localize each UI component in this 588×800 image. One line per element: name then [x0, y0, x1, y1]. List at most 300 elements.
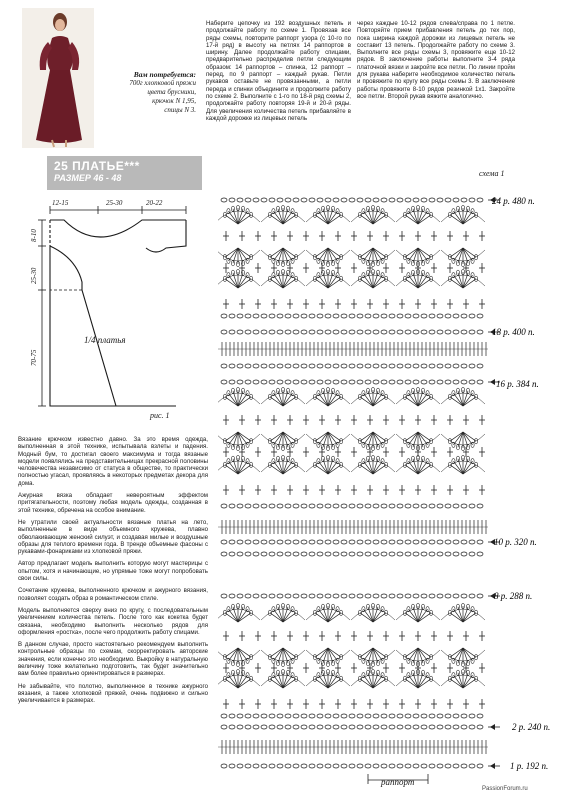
scheme-stitch: [286, 261, 289, 266]
scheme-stitch: [429, 714, 435, 718]
scheme-stitch: [445, 198, 451, 202]
scheme-stitch: [389, 198, 395, 202]
scheme-stitch: [463, 465, 476, 474]
scheme-stitch: [276, 261, 279, 266]
scheme-stitch: [365, 764, 371, 768]
scheme-stitch: [469, 714, 475, 718]
scheme-stitch: [231, 388, 234, 393]
scheme-stitch: [261, 314, 267, 318]
scheme-stitch: [397, 330, 403, 334]
scheme-stitch: [269, 314, 275, 318]
scheme-stitch: [277, 504, 283, 508]
scheme-stitch: [418, 248, 431, 257]
scheme-stitch: [277, 725, 283, 729]
scheme-stitch: [221, 540, 227, 544]
scheme-stitch: [301, 330, 307, 334]
scheme-stitch: [429, 314, 435, 318]
scheme-stitch: [229, 594, 235, 598]
scheme-stitch: [389, 504, 395, 508]
scheme-stitch: [437, 380, 443, 384]
scheme-stitch: [229, 380, 235, 384]
scheme-stitch: [418, 648, 431, 657]
scheme-stitch: [238, 679, 251, 688]
scheme-stitch: [413, 330, 419, 334]
scheme-stitch: [283, 648, 296, 657]
scheme-stitch: [276, 456, 279, 461]
scheme-stitch: [286, 445, 289, 450]
scheme-stitch: [245, 504, 251, 508]
scheme-stitch: [450, 432, 463, 441]
scheme-stitch: [321, 206, 324, 211]
scheme-stitch: [461, 714, 467, 718]
scheme-stitch: [225, 465, 238, 474]
scheme-stitch: [418, 432, 431, 441]
scheme-stitch: [461, 380, 467, 384]
scheme-stitch: [411, 270, 414, 275]
scheme-stitch: [397, 764, 403, 768]
scheme-stitch: [453, 594, 459, 598]
scheme-stitch: [315, 215, 328, 224]
scheme-stitch: [328, 279, 341, 288]
scheme-stitch: [325, 364, 331, 368]
scheme-stitch: [270, 613, 283, 622]
scheme-stitch: [269, 330, 275, 334]
scheme-stitch: [469, 330, 475, 334]
scheme-stitch: [405, 198, 411, 202]
scheme-stitch: [373, 679, 386, 688]
scheme-stitch: [237, 198, 243, 202]
scheme-stitch: [293, 364, 299, 368]
scheme-stitch: [405, 613, 418, 622]
scheme-stitch: [221, 364, 227, 368]
scheme-stitch: [349, 330, 355, 334]
scheme-stitch: [389, 314, 395, 318]
article-paragraph: Модель выполняется сверху вниз по кругу, с последовательным увеличением количества петель. После того как кокетка будет связана, необходимо выполнить несколько рядов для оформления «ростка», после чего продолжить работу спицами.: [18, 606, 208, 636]
scheme-stitch: [286, 270, 289, 275]
scheme-stitch: [245, 594, 251, 598]
scheme-stitch: [325, 504, 331, 508]
scheme-stitch: [373, 552, 379, 556]
scheme-stitch: [389, 764, 395, 768]
scheme-stitch: [405, 215, 418, 224]
scheme-stitch: [261, 198, 267, 202]
scheme-stitch: [349, 504, 355, 508]
scheme-stitch: [461, 330, 467, 334]
scheme-stitch: [429, 764, 435, 768]
scheme-stitch: [461, 594, 467, 598]
scheme-stitch: [317, 314, 323, 318]
scheme-stitch: [357, 364, 363, 368]
scheme-stitch: [301, 504, 307, 508]
scheme-stitch: [421, 364, 427, 368]
scheme-stitch: [360, 648, 373, 657]
scheme-stitch: [365, 725, 371, 729]
scheme-stitch: [461, 764, 467, 768]
scheme-stitch: [437, 504, 443, 508]
scheme-stitch: [373, 380, 379, 384]
scheme-stitch: [477, 714, 483, 718]
scheme-stitch: [293, 380, 299, 384]
scheme-stitch: [357, 594, 363, 598]
scheme-stitch: [238, 397, 251, 406]
scheme-stitch: [293, 540, 299, 544]
scheme-stitch: [253, 594, 259, 598]
scheme-stitch: [429, 594, 435, 598]
scheme-stitch: [381, 380, 387, 384]
scheme-stitch: [237, 314, 243, 318]
scheme-stitch: [293, 725, 299, 729]
scheme-stitch: [405, 330, 411, 334]
scheme-stitch: [357, 764, 363, 768]
scheme-stitch: [405, 764, 411, 768]
scheme-stitch: [373, 364, 379, 368]
scheme-stitch: [270, 432, 283, 441]
scheme-stitch: [269, 198, 275, 202]
scheme-stitch: [413, 714, 419, 718]
scheme-stitch: [405, 725, 411, 729]
scheme-stitch: [333, 198, 339, 202]
scheme-stitch: [450, 397, 463, 406]
scheme-stitch: [450, 215, 463, 224]
scheme-stitch: [341, 714, 347, 718]
scheme-stitch: [413, 552, 419, 556]
scheme-title: схема 1: [479, 169, 505, 178]
scheme-stitch: [405, 432, 418, 441]
scheme-stitch: [397, 594, 403, 598]
scheme-stitch: [238, 465, 251, 474]
scheme-stitch: [397, 504, 403, 508]
scheme-stitch: [456, 261, 459, 266]
scheme-stitch: [437, 364, 443, 368]
scheme-stitch: [325, 330, 331, 334]
scheme-stitch: [381, 504, 387, 508]
scheme-stitch: [418, 679, 431, 688]
scheme-stitch: [221, 764, 227, 768]
scheme-stitch: [463, 648, 476, 657]
scheme-stitch: [456, 206, 459, 211]
scheme-stitch: [283, 465, 296, 474]
scheme-stitch: [317, 764, 323, 768]
row-label-10: 10 р. 320 п.: [494, 537, 537, 547]
scheme-stitch: [405, 314, 411, 318]
scheme-stitch: [317, 380, 323, 384]
scheme-stitch: [241, 388, 244, 393]
scheme-stitch: [453, 714, 459, 718]
scheme-stitch: [405, 504, 411, 508]
scheme-stitch: [237, 540, 243, 544]
scheme-stitch: [349, 364, 355, 368]
pattern-drawing: [16, 196, 204, 426]
scheme-stitch: [373, 248, 386, 257]
scheme-stitch: [421, 314, 427, 318]
scheme-stitch: [429, 330, 435, 334]
scheme-stitch: [293, 764, 299, 768]
scheme-stitch: [381, 314, 387, 318]
scheme-stitch: [397, 198, 403, 202]
scheme-stitch: [293, 314, 299, 318]
scheme-stitch: [421, 206, 424, 211]
scheme-stitch: [317, 714, 323, 718]
scheme-stitch: [221, 725, 227, 729]
scheme-stitch: [418, 215, 431, 224]
article-paragraph: Ажурная вязка обладает невероятным эффектом притягательности, поэтому любая модель одежды, созданная в этой технике, обречена на особое внимание.: [18, 492, 208, 514]
scheme-stitch: [253, 380, 259, 384]
scheme-stitch: [315, 279, 328, 288]
scheme-stitch: [360, 432, 373, 441]
scheme-stitch: [245, 725, 251, 729]
scheme-stitch: [229, 552, 235, 556]
scheme-stitch: [413, 540, 419, 544]
scheme-stitch: [376, 206, 379, 211]
scheme-stitch: [445, 504, 451, 508]
scheme-stitch: [293, 552, 299, 556]
materials-line: 700г хлопковой пряжи: [129, 79, 196, 87]
scheme-stitch: [321, 456, 324, 461]
scheme-stitch: [309, 725, 315, 729]
scheme-stitch: [301, 552, 307, 556]
scheme-stitch: [283, 279, 296, 288]
scheme-stitch: [421, 504, 427, 508]
scheme-stitch: [325, 198, 331, 202]
scheme-stitch: [405, 679, 418, 688]
scheme-stitch: [405, 648, 418, 657]
scheme-stitch: [283, 679, 296, 688]
scheme-stitch: [381, 540, 387, 544]
scheme-stitch: [365, 198, 371, 202]
scheme-stitch: [331, 388, 334, 393]
scheme-stitch: [301, 540, 307, 544]
scheme-stitch: [333, 552, 339, 556]
dress-model-image: [22, 8, 94, 148]
scheme-stitch: [405, 397, 418, 406]
scheme-stitch: [445, 764, 451, 768]
scheme-stitch: [360, 465, 373, 474]
scheme-stitch: [328, 397, 341, 406]
watermark: PassionForum.ru: [482, 786, 528, 792]
scheme-stitch: [421, 388, 424, 393]
scheme-stitch: [477, 504, 483, 508]
scheme-stitch: [397, 552, 403, 556]
scheme-stitch: [286, 206, 289, 211]
scheme-stitch: [450, 248, 463, 257]
scheme-stitch: [245, 540, 251, 544]
scheme-stitch: [453, 364, 459, 368]
scheme-stitch: [301, 380, 307, 384]
scheme-stitch: [276, 206, 279, 211]
scheme-stitch: [469, 364, 475, 368]
scheme-stitch: [365, 540, 371, 544]
scheme-stitch: [389, 364, 395, 368]
scheme-stitch: [456, 445, 459, 450]
scheme-stitch: [365, 504, 371, 508]
scheme-stitch: [469, 552, 475, 556]
scheme-stitch: [238, 279, 251, 288]
scheme-stitch: [405, 248, 418, 257]
scheme-stitch: [463, 432, 476, 441]
scheme-stitch: [333, 504, 339, 508]
scheme-stitch: [328, 648, 341, 657]
scheme-stitch: [333, 764, 339, 768]
scheme-stitch: [229, 198, 235, 202]
row-label-18: 18 р. 400 п.: [492, 327, 535, 337]
scheme-stitch: [341, 364, 347, 368]
scheme-stitch: [253, 725, 259, 729]
scheme-stitch: [277, 764, 283, 768]
scheme-stitch: [453, 764, 459, 768]
scheme-stitch: [389, 714, 395, 718]
scheme-stitch: [238, 215, 251, 224]
scheme-stitch: [445, 314, 451, 318]
scheme-stitch: [315, 248, 328, 257]
scheme-stitch: [269, 364, 275, 368]
scheme-stitch: [237, 725, 243, 729]
scheme-stitch: [261, 540, 267, 544]
scheme-stitch: [453, 552, 459, 556]
scheme-stitch: [418, 279, 431, 288]
scheme-stitch: [429, 504, 435, 508]
scheme-stitch: [453, 504, 459, 508]
scheme-stitch: [405, 714, 411, 718]
scheme-stitch: [245, 380, 251, 384]
scheme-stitch: [421, 764, 427, 768]
scheme-stitch: [225, 679, 238, 688]
scheme-stitch: [461, 198, 467, 202]
scheme-stitch: [229, 504, 235, 508]
scheme-stitch: [237, 764, 243, 768]
model-title: 25 ПЛАТЬЕ***: [54, 159, 140, 173]
scheme-stitch: [277, 314, 283, 318]
figure-caption: рис. 1: [150, 411, 170, 420]
scheme-stitch: [445, 364, 451, 368]
scheme-stitch: [373, 397, 386, 406]
scheme-stitch: [328, 248, 341, 257]
scheme-stitch: [270, 279, 283, 288]
scheme-stitch: [225, 397, 238, 406]
scheme-stitch: [366, 261, 369, 266]
scheme-stitch: [245, 552, 251, 556]
scheme-stitch: [277, 714, 283, 718]
scheme-stitch: [490, 763, 495, 769]
scheme-stitch: [421, 552, 427, 556]
scheme-stitch: [315, 613, 328, 622]
scheme-stitch: [328, 679, 341, 688]
scheme-stitch: [261, 764, 267, 768]
article-paragraph: Сочетание кружева, выполненного крючком и ажурного вязания, позволяет создать образ в романтическом стиле.: [18, 587, 208, 602]
scheme-stitch: [405, 594, 411, 598]
scheme-stitch: [341, 314, 347, 318]
scheme-stitch: [317, 552, 323, 556]
row-label-8: 8 р. 288 п.: [494, 591, 533, 601]
scheme-stitch: [309, 540, 315, 544]
rapport-label: раппорт: [381, 777, 415, 787]
scheme-stitch: [317, 594, 323, 598]
scheme-stitch: [237, 380, 243, 384]
materials-line: крючок N 1,95,: [152, 97, 196, 105]
scheme-stitch: [331, 206, 334, 211]
scheme-stitch: [357, 504, 363, 508]
scheme-stitch: [317, 725, 323, 729]
scheme-stitch: [365, 314, 371, 318]
scheme-stitch: [490, 379, 495, 385]
scheme-stitch: [341, 330, 347, 334]
scheme-stitch: [221, 380, 227, 384]
scheme-stitch: [237, 504, 243, 508]
scheme-stitch: [376, 388, 379, 393]
scheme-stitch: [373, 613, 386, 622]
scheme-stitch: [221, 198, 227, 202]
scheme-stitch: [328, 432, 341, 441]
scheme-stitch: [453, 540, 459, 544]
scheme-stitch: [381, 714, 387, 718]
scheme-stitch: [429, 540, 435, 544]
scheme-stitch: [325, 552, 331, 556]
scheme-stitch: [437, 594, 443, 598]
scheme-stitch: [221, 714, 227, 718]
scheme-stitch: [405, 552, 411, 556]
scheme-stitch: [477, 594, 483, 598]
scheme-stitch: [253, 314, 259, 318]
instructions-column-2: [357, 20, 515, 100]
dim-left-3: 70-75: [30, 349, 38, 366]
scheme-stitch: [389, 380, 395, 384]
instructions-column-1: [206, 20, 351, 122]
scheme-stitch: [373, 432, 386, 441]
scheme-stitch: [360, 397, 373, 406]
scheme-stitch: [333, 364, 339, 368]
scheme-stitch: [253, 330, 259, 334]
scheme-stitch: [328, 465, 341, 474]
scheme-stitch: [309, 330, 315, 334]
scheme-stitch: [453, 725, 459, 729]
scheme-stitch: [437, 314, 443, 318]
scheme-stitch: [270, 248, 283, 257]
scheme-stitch: [373, 648, 386, 657]
scheme-stitch: [373, 314, 379, 318]
scheme-stitch: [463, 613, 476, 622]
scheme-stitch: [293, 714, 299, 718]
scheme-stitch: [463, 679, 476, 688]
scheme-stitch: [315, 397, 328, 406]
article-text: [18, 436, 208, 710]
scheme-stitch: [245, 764, 251, 768]
scheme-stitch: [253, 714, 259, 718]
scheme-stitch: [376, 270, 379, 275]
scheme-stitch: [270, 215, 283, 224]
pattern-svg: [16, 196, 204, 426]
scheme-stitch: [463, 215, 476, 224]
scheme-stitch: [349, 725, 355, 729]
row-label-16: 16 р. 384 п.: [496, 379, 539, 389]
scheme-stitch: [466, 270, 469, 275]
scheme-stitch: [349, 594, 355, 598]
scheme-stitch: [277, 552, 283, 556]
scheme-stitch: [225, 432, 238, 441]
scheme-stitch: [325, 540, 331, 544]
scheme-stitch: [360, 613, 373, 622]
scheme-stitch: [317, 364, 323, 368]
scheme-stitch: [225, 215, 238, 224]
scheme-stitch: [349, 540, 355, 544]
dim-top-3: 20-22: [146, 199, 163, 207]
instructions-text: Наберите цепочку из 192 воздушных петель и продолжайте работу по схеме 1. Провязав все ряды схемы, повторите раппорт узора (с 10-го по 17-й ряд) в высоту на петлях 14 раппортов в ширину. Далее продолжайте работу спицами, предварительно распределив петли следующим образом: 14 раппортов – спинка, 12 раппорт – перед, по 9 раппорт – каждый рукав. Петли рукавов оставьте не провязанными, а петли переда и спинки объедините и продолжите работу по схеме 2. Выполните с 1-го по 18-й ряд схемы 2, продолжайте работу повторяя 19-й и 20-й ряды. Для увеличения количества петель прибавляйте в каждой дорожке из лицевых петель: [206, 20, 351, 122]
scheme-stitch: [411, 388, 414, 393]
scheme-stitch: [229, 314, 235, 318]
scheme-stitch: [253, 764, 259, 768]
scheme-stitch: [450, 679, 463, 688]
scheme-stitch: [261, 725, 267, 729]
scheme-stitch: [270, 397, 283, 406]
scheme-stitch: [429, 380, 435, 384]
